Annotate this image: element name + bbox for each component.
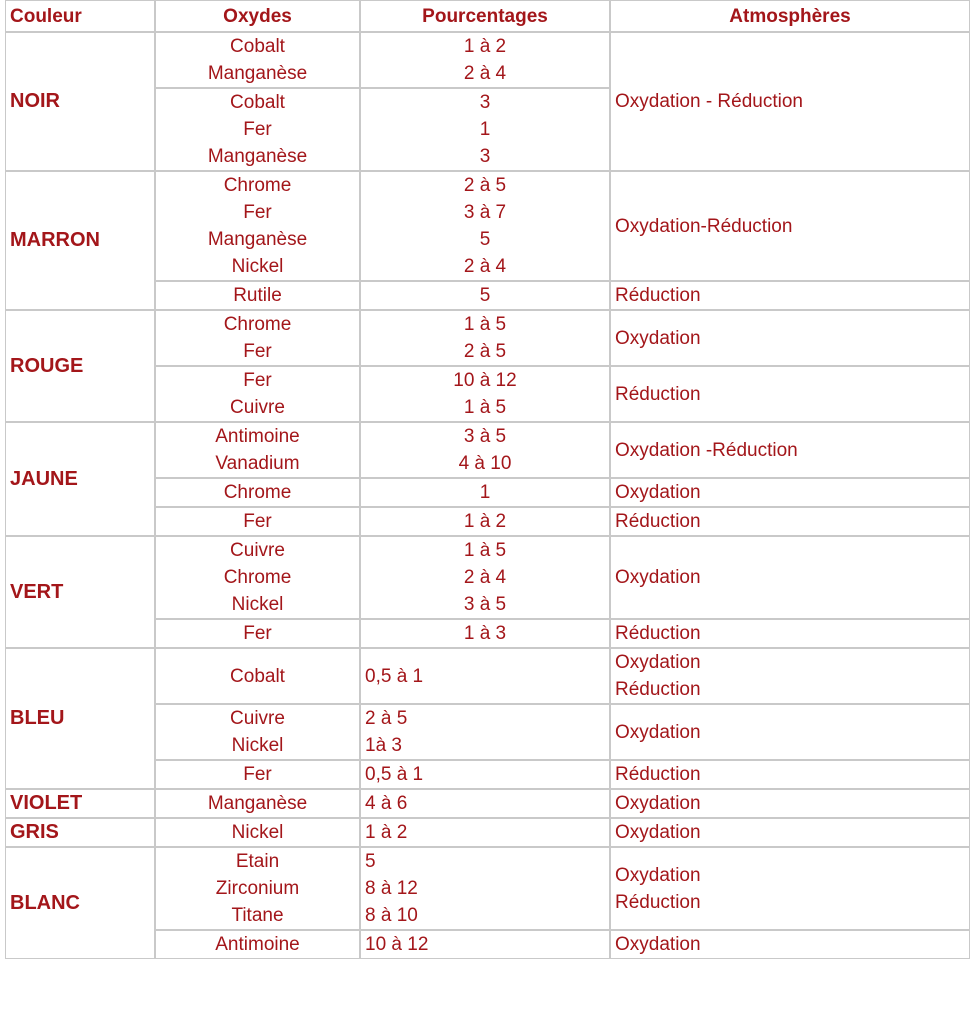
atmosphere-cell	[610, 507, 970, 536]
oxyde-name: Fer	[243, 119, 272, 140]
oxydes-cell	[155, 171, 360, 281]
atmosphere-cell	[610, 366, 970, 422]
pourcentage-value: 1	[479, 482, 491, 503]
oxyde-name: Zirconium	[215, 878, 300, 899]
pourcentage-cell	[360, 32, 610, 88]
table-row	[5, 310, 970, 366]
pourcentage-cell	[360, 648, 610, 704]
pourcentage-cell	[360, 478, 610, 507]
pourcentage-value: 4 à 6	[365, 793, 408, 814]
pourcentage-value: 1 à 5	[463, 397, 507, 418]
atmosphere-cell	[610, 310, 970, 366]
pourcentage-value: 5	[479, 285, 491, 306]
couleur-cell: NOIR	[5, 32, 155, 171]
pourcentage-value: 1à 3	[365, 735, 402, 756]
oxyde-name: Cuivre	[230, 397, 285, 418]
atmosphere-cell	[610, 760, 970, 789]
atmosphere-value: Oxydation - Réduction	[615, 91, 803, 112]
pourcentage-cell	[360, 281, 610, 310]
pourcentage-cell	[360, 704, 610, 760]
table-header-row	[5, 0, 970, 32]
oxyde-name: Nickel	[231, 594, 284, 615]
atmosphere-value: Oxydation	[615, 721, 701, 743]
oxyde-name: Fer	[243, 623, 272, 644]
pourcentage-value: 0,5 à 1	[365, 665, 424, 687]
oxydes-cell	[155, 281, 360, 310]
atmosphere-value: Oxydation	[615, 567, 701, 588]
atmosphere-cell	[610, 171, 970, 281]
pourcentage-cell	[360, 310, 610, 366]
oxyde-name: Chrome	[223, 482, 292, 503]
couleur-cell: BLEU	[5, 648, 155, 789]
oxyde-name: Cobalt	[230, 92, 285, 113]
pourcentage-value: 3	[479, 146, 491, 167]
oxydes-cell	[155, 648, 360, 704]
pourcentage-value: 3 à 7	[463, 202, 507, 223]
atmosphere-value: Réduction	[615, 511, 701, 532]
couleur-cell: GRIS	[5, 818, 155, 847]
oxydes-cell	[155, 847, 360, 930]
pourcentage-value: 3	[479, 92, 491, 113]
pourcentage-cell	[360, 789, 610, 818]
atmosphere-cell	[610, 536, 970, 619]
pourcentage-value: 2 à 5	[463, 175, 507, 196]
atmosphere-cell	[610, 789, 970, 818]
oxyde-name: Antimoine	[215, 934, 300, 955]
oxyde-name: Etain	[235, 851, 280, 872]
pourcentage-value: 2 à 4	[463, 63, 507, 84]
pourcentage-value: 1	[479, 119, 491, 140]
table-row	[5, 171, 970, 281]
atmosphere-value: Oxydation	[615, 482, 701, 503]
atmosphere-value: Oxydation-Réduction	[615, 215, 793, 237]
pourcentage-cell	[360, 507, 610, 536]
atmosphere-value: Réduction	[615, 891, 701, 913]
pourcentage-cell	[360, 760, 610, 789]
couleur-cell: ROUGE	[5, 310, 155, 422]
pourcentage-value: 2 à 4	[463, 567, 507, 588]
atmosphere-cell	[610, 422, 970, 478]
oxides-table-container	[5, 0, 970, 959]
pourcentage-cell	[360, 171, 610, 281]
oxyde-name: Cobalt	[230, 665, 285, 687]
oxyde-name: Fer	[243, 202, 272, 223]
oxyde-name: Nickel	[231, 256, 284, 277]
oxyde-name: Rutile	[233, 285, 282, 306]
oxyde-name: Manganèse	[207, 63, 308, 84]
oxydes-cell	[155, 789, 360, 818]
oxydes-cell	[155, 310, 360, 366]
pourcentage-value: 1 à 5	[463, 314, 507, 335]
atmosphere-cell	[610, 281, 970, 310]
oxyde-name: Manganèse	[207, 146, 308, 167]
pourcentage-cell	[360, 422, 610, 478]
header-oxydes: Oxydes	[155, 0, 360, 32]
oxydes-cell	[155, 422, 360, 478]
pourcentage-cell	[360, 536, 610, 619]
oxydes-cell	[155, 507, 360, 536]
pourcentage-value: 2 à 5	[365, 708, 408, 729]
oxyde-name: Chrome	[223, 175, 292, 196]
atmosphere-value: Réduction	[615, 623, 701, 644]
oxydes-cell	[155, 930, 360, 959]
oxydes-cell	[155, 536, 360, 619]
pourcentage-value: 1 à 5	[463, 540, 507, 561]
pourcentage-value: 2 à 5	[463, 341, 507, 362]
atmosphere-value: Oxydation	[615, 864, 701, 886]
header-couleur: Couleur	[5, 0, 155, 32]
table-row	[5, 422, 970, 478]
pourcentage-cell	[360, 818, 610, 847]
oxyde-name: Fer	[243, 341, 272, 362]
pourcentage-value: 5	[479, 229, 491, 250]
header-pourcentages: Pourcentages	[360, 0, 610, 32]
oxydes-cell	[155, 366, 360, 422]
oxyde-name: Manganèse	[207, 229, 308, 250]
oxides-table	[5, 0, 970, 959]
oxyde-name: Antimoine	[215, 426, 300, 447]
atmosphere-value: Oxydation	[615, 934, 701, 955]
pourcentage-value: 3 à 5	[463, 594, 507, 615]
oxyde-name: Nickel	[231, 735, 284, 756]
atmosphere-value: Oxydation	[615, 327, 701, 349]
table-row	[5, 847, 970, 930]
oxydes-cell	[155, 32, 360, 88]
atmosphere-value: Réduction	[615, 764, 701, 785]
pourcentage-value: 10 à 12	[453, 370, 517, 391]
atmosphere-value: Réduction	[615, 679, 701, 700]
oxydes-cell	[155, 478, 360, 507]
oxydes-cell	[155, 619, 360, 648]
atmosphere-cell	[610, 619, 970, 648]
atmosphere-value: Oxydation	[615, 793, 701, 814]
header-atmospheres: Atmosphères	[610, 0, 970, 32]
couleur-cell: JAUNE	[5, 422, 155, 536]
pourcentage-cell	[360, 619, 610, 648]
atmosphere-value: Oxydation	[615, 652, 701, 673]
couleur-cell: VIOLET	[5, 789, 155, 818]
atmosphere-cell	[610, 32, 970, 171]
atmosphere-cell	[610, 818, 970, 847]
atmosphere-cell	[610, 930, 970, 959]
pourcentage-value: 0,5 à 1	[365, 764, 424, 785]
pourcentage-cell	[360, 930, 610, 959]
oxyde-name: Nickel	[231, 822, 284, 843]
oxydes-cell	[155, 760, 360, 789]
oxyde-name: Fer	[243, 511, 272, 532]
table-row	[5, 536, 970, 619]
oxyde-name: Fer	[243, 370, 272, 391]
oxyde-name: Titane	[231, 905, 284, 926]
oxyde-name: Cuivre	[230, 708, 285, 729]
pourcentage-value: 1 à 2	[365, 822, 408, 843]
oxyde-name: Cuivre	[230, 540, 285, 561]
atmosphere-cell	[610, 648, 970, 704]
atmosphere-value: Oxydation	[615, 822, 701, 843]
couleur-cell: MARRON	[5, 171, 155, 310]
pourcentage-value: 4 à 10	[458, 453, 512, 474]
atmosphere-value: Oxydation -Réduction	[615, 439, 798, 461]
atmosphere-cell	[610, 478, 970, 507]
atmosphere-value: Réduction	[615, 285, 701, 306]
atmosphere-value: Réduction	[615, 383, 701, 405]
pourcentage-value: 2 à 4	[463, 256, 507, 277]
oxydes-cell	[155, 88, 360, 171]
oxyde-name: Fer	[243, 764, 272, 785]
oxyde-name: Vanadium	[215, 453, 300, 474]
pourcentage-value: 3 à 5	[463, 426, 507, 447]
couleur-cell: VERT	[5, 536, 155, 648]
pourcentage-value: 1 à 2	[463, 511, 507, 532]
oxydes-cell	[155, 704, 360, 760]
atmosphere-cell	[610, 704, 970, 760]
pourcentage-value: 8 à 10	[365, 905, 418, 926]
atmosphere-cell	[610, 847, 970, 930]
oxyde-name: Chrome	[223, 567, 292, 588]
oxyde-name: Chrome	[223, 314, 292, 335]
pourcentage-cell	[360, 847, 610, 930]
pourcentage-cell	[360, 88, 610, 171]
table-row	[5, 818, 970, 847]
table-body	[5, 32, 970, 959]
pourcentage-value: 5	[365, 851, 376, 872]
pourcentage-value: 10 à 12	[365, 934, 429, 955]
pourcentage-value: 1 à 3	[463, 623, 507, 644]
oxydes-cell	[155, 818, 360, 847]
pourcentage-value: 1 à 2	[463, 36, 507, 57]
pourcentage-cell	[360, 366, 610, 422]
oxyde-name: Manganèse	[207, 793, 308, 814]
pourcentage-value: 8 à 12	[365, 878, 418, 899]
table-row	[5, 32, 970, 88]
table-row	[5, 789, 970, 818]
table-row	[5, 648, 970, 704]
couleur-cell: BLANC	[5, 847, 155, 959]
oxyde-name: Cobalt	[230, 36, 285, 57]
